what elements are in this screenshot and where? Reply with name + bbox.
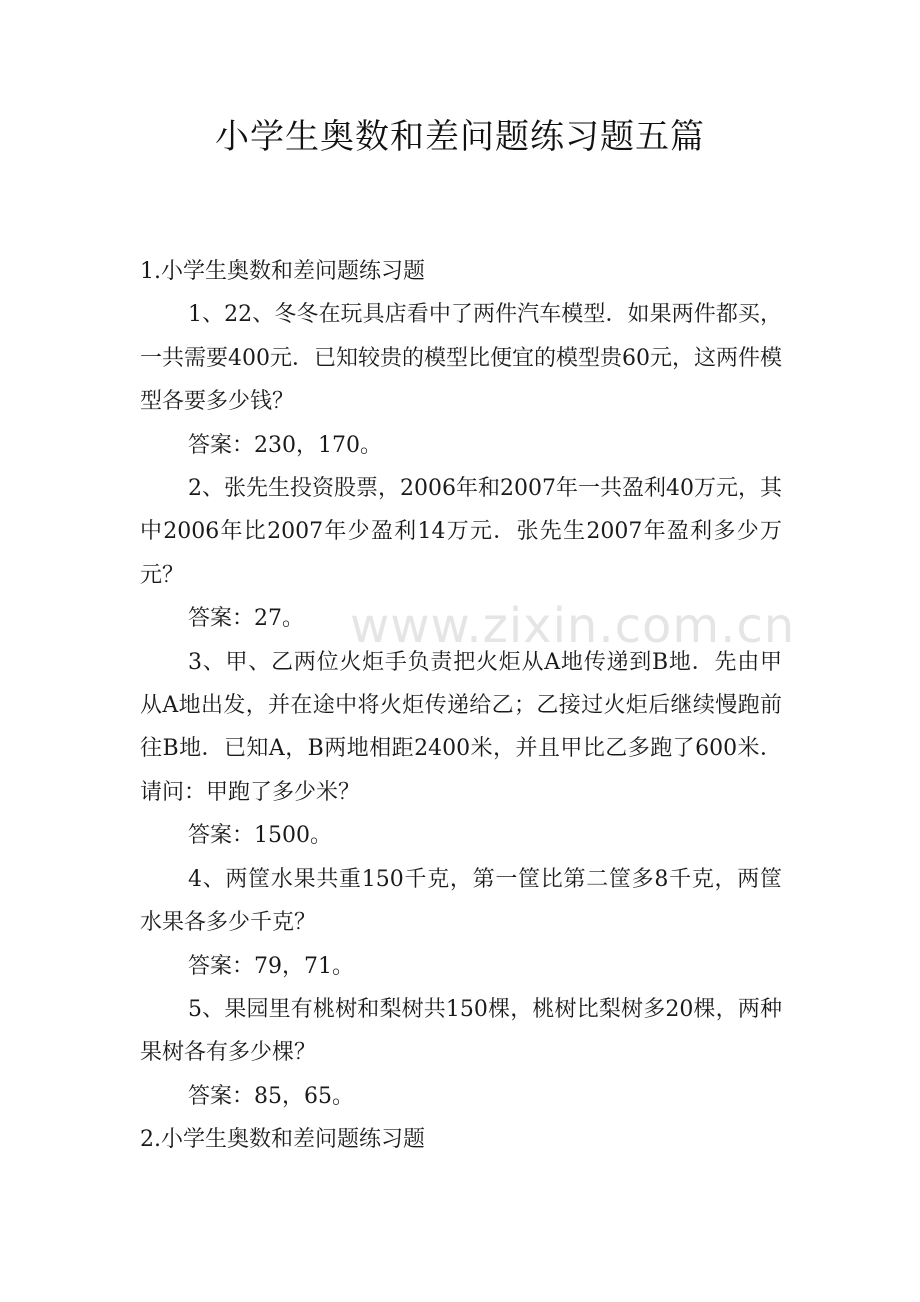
question-2: 2、张先生投资股票，2006年和2007年一共盈利40万元，其中2006年比2007年少盈利14万元．张先生2007年盈利多少万元？ <box>140 476 782 588</box>
question-3: 3、甲、乙两位火炬手负责把火炬从A地传递到B地．先由甲从A地出发，并在途中将火炬传递给乙；乙接过火炬后继续慢跑前往B地．已知A，B两地相距2400米，并且甲比乙多跑了600米．请问：甲跑了多少米？ <box>140 649 782 805</box>
answer-2: 答案：27。 <box>188 606 304 632</box>
question-4: 4、两筐水果共重150千克，第一筐比第二筐多8千克，两筐水果各多少千克？ <box>140 866 782 936</box>
watermark-text: www.zixin.com.cn <box>350 598 796 654</box>
document-title: 小学生奥数和差问题练习题五篇 <box>215 117 705 157</box>
document-body <box>140 250 782 1162</box>
section-heading-1: 1.小学生奥数和差问题练习题 <box>140 259 425 284</box>
answer-1: 答案：230，170。 <box>188 432 382 458</box>
answer-4: 答案：79，71。 <box>188 953 354 979</box>
answer-3: 答案：1500。 <box>188 823 332 849</box>
question-1: 1、22、冬冬在玩具店看中了两件汽车模型．如果两件都买，一共需要400元．已知较贵的模型比便宜的模型贵60元，这两件模型各要多少钱？ <box>140 302 782 415</box>
question-5: 5、果园里有桃树和梨树共150棵，桃树比梨树多20棵，两种果树各有多少棵？ <box>140 996 782 1066</box>
answer-5: 答案：85，65。 <box>188 1083 354 1109</box>
section-heading-2: 2.小学生奥数和差问题练习题 <box>140 1127 425 1153</box>
